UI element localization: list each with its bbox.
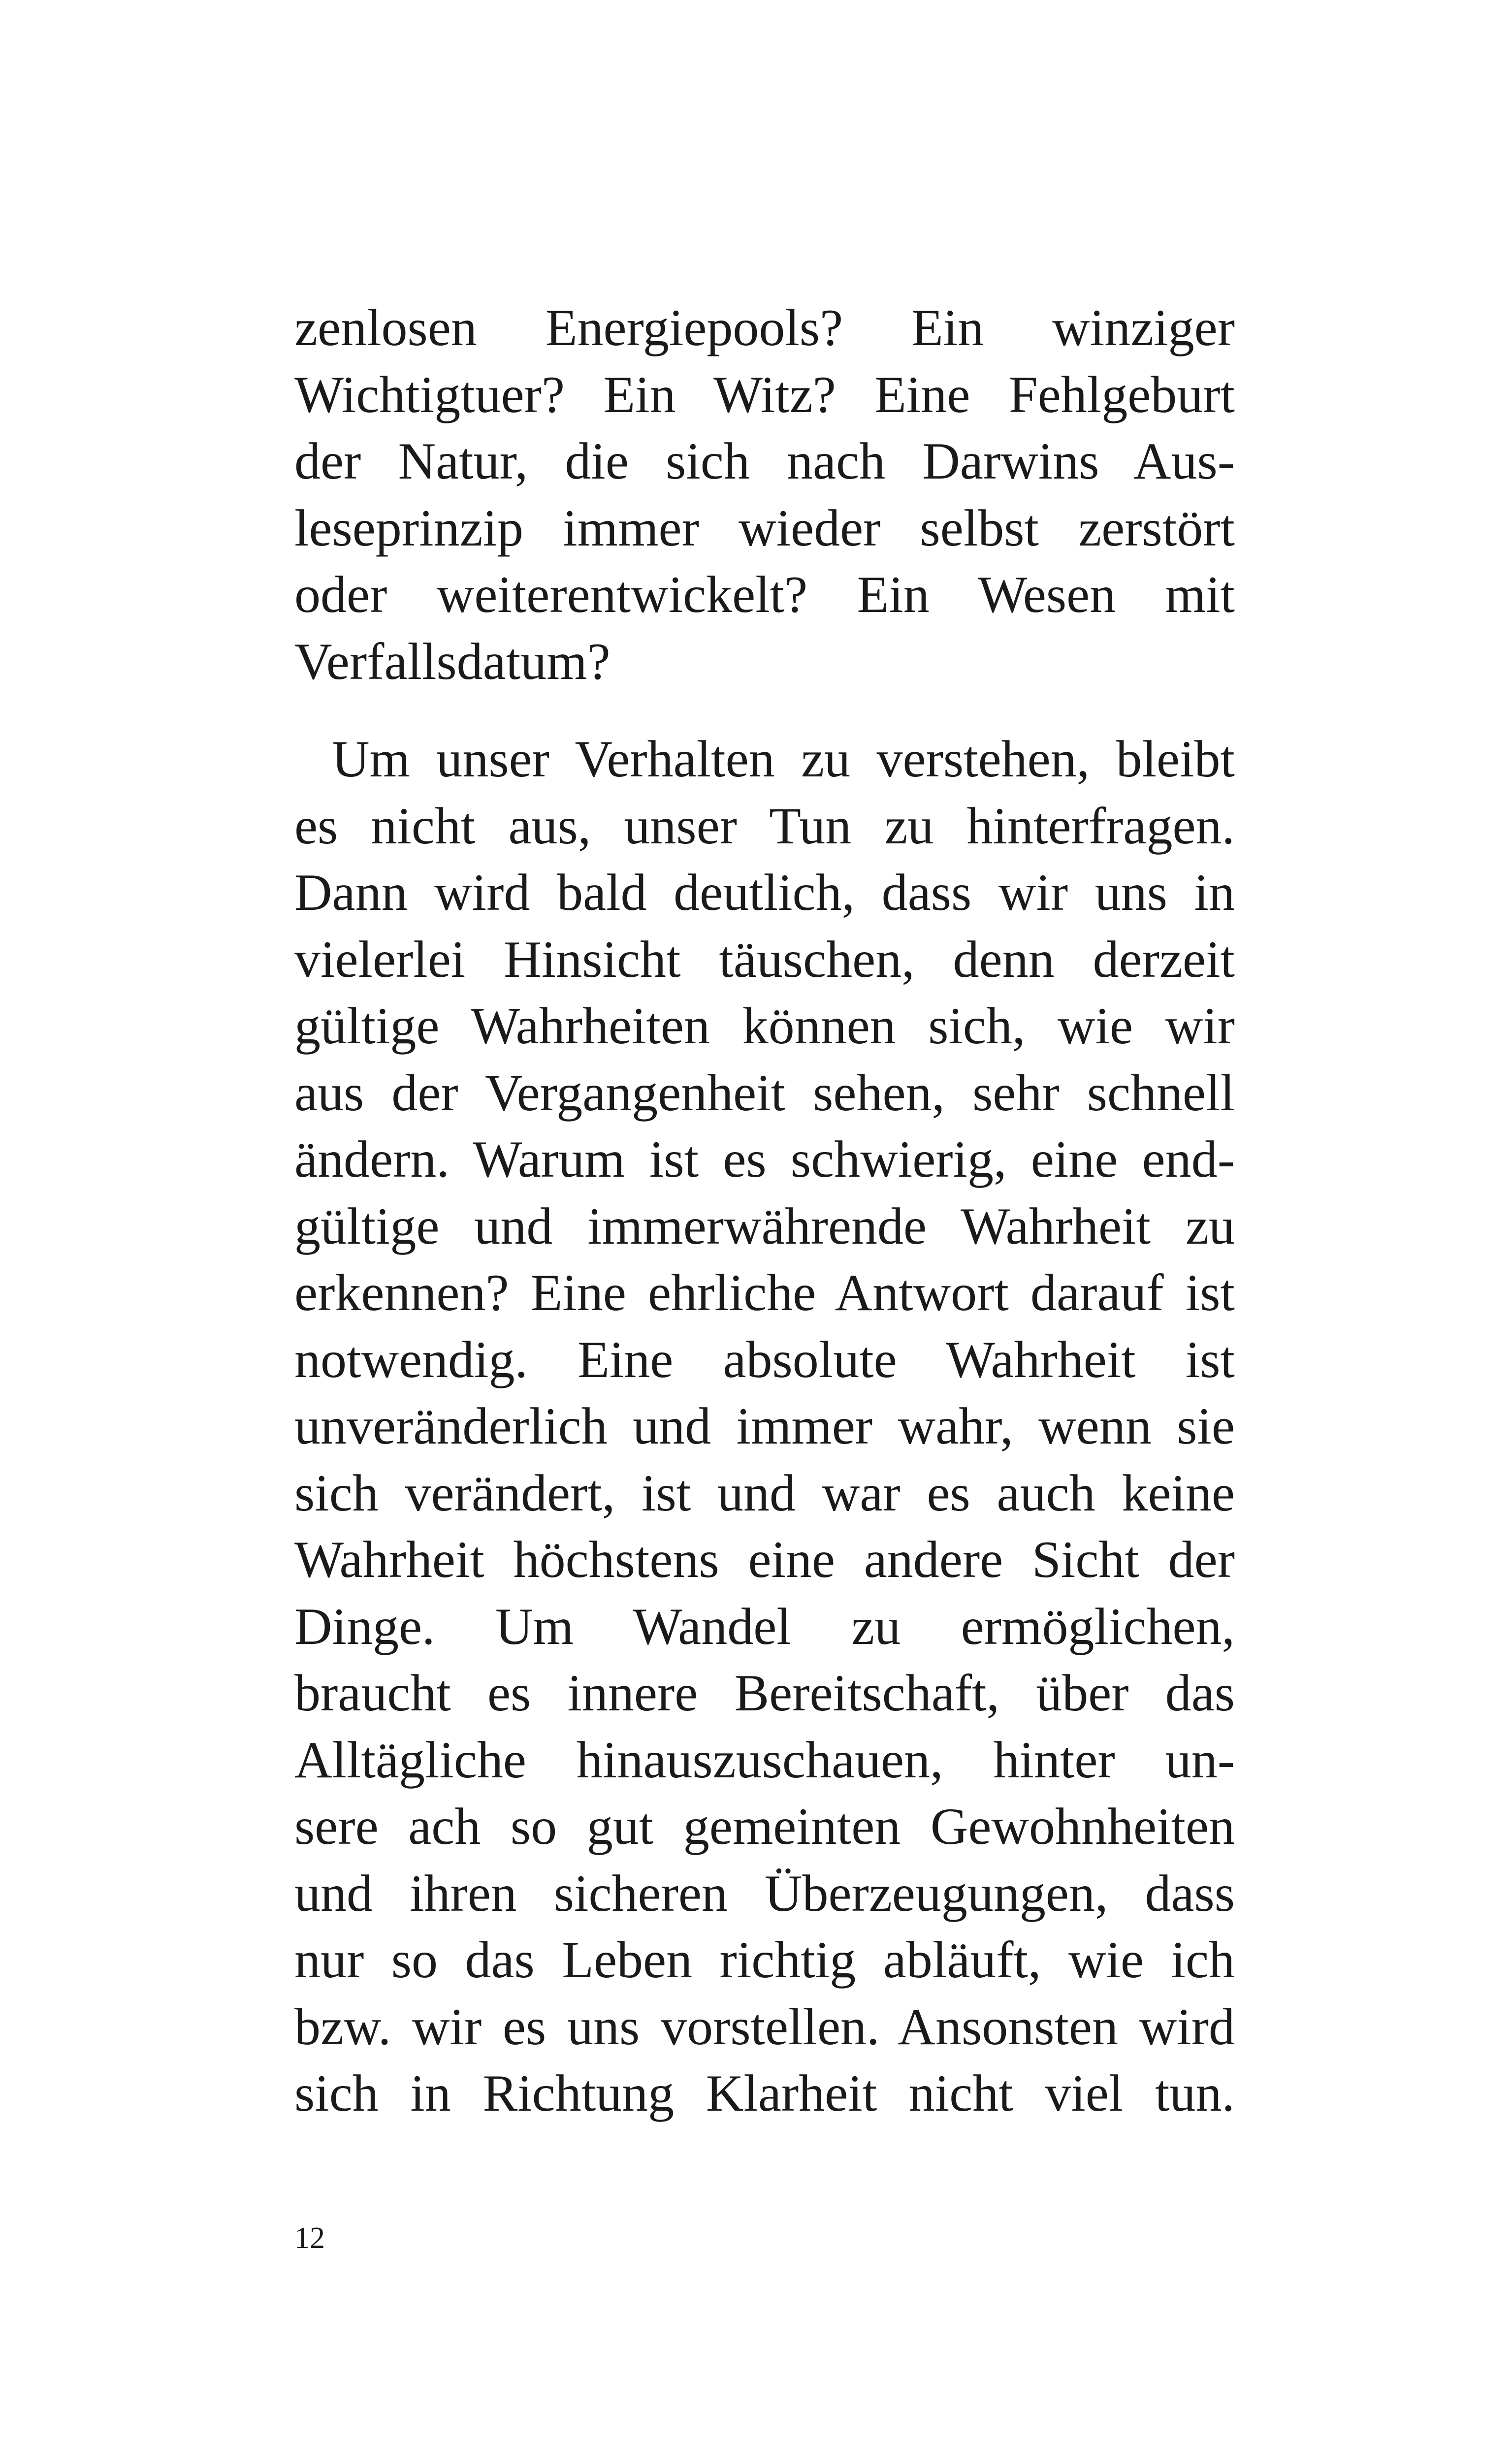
text-line: vielerlei Hinsicht täuschen, denn derzeit	[294, 930, 1235, 988]
text-line: gültige und immerwährende Wahrheit zu	[294, 1197, 1235, 1255]
text-line: oder weiterentwickelt? Ein Wesen mit	[294, 566, 1235, 623]
text-line: unveränderlich und immer wahr, wenn sie	[294, 1397, 1235, 1455]
text-line: Wahrheit höchstens eine andere Sicht der	[294, 1531, 1235, 1588]
text-line: der Natur, die sich nach Darwins Aus-	[294, 432, 1235, 490]
text-line: nur so das Leben richtig abläuft, wie ich	[294, 1931, 1235, 1989]
text-line: braucht es innere Bereitschaft, über das	[294, 1664, 1235, 1722]
text-line: Wichtigtuer? Ein Witz? Eine Fehlgeburt	[294, 365, 1235, 423]
text-line: bzw. wir es uns vorstellen. Ansonsten wird	[294, 1997, 1235, 2056]
text-line: es nicht aus, unser Tun zu hinterfragen.	[294, 797, 1235, 855]
page-number: 12	[294, 2221, 325, 2255]
text-line: Um unser Verhalten zu verstehen, bleibt	[332, 730, 1235, 788]
text-line: ändern. Warum ist es schwierig, eine end-	[294, 1130, 1235, 1188]
text-line: Alltägliche hinauszuschauen, hinter un-	[294, 1731, 1235, 1789]
text-line: erkennen? Eine ehrliche Antwort darauf ist	[294, 1264, 1235, 1321]
paragraph-2	[294, 726, 1235, 2127]
text-line: sich in Richtung Klarheit nicht viel tun.	[294, 2064, 1235, 2122]
text-line: zenlosen Energiepools? Ein winziger	[294, 299, 1235, 356]
text-line: und ihren sicheren Überzeugungen, dass	[294, 1864, 1235, 1922]
text-line: sere ach so gut gemeinten Gewohnheiten	[294, 1798, 1235, 1855]
text-line: aus der Vergangenheit sehen, sehr schnell	[294, 1063, 1235, 1122]
text-line: Dinge. Um Wandel zu ermöglichen,	[294, 1597, 1235, 1655]
text-line: leseprinzip immer wieder selbst zerstört	[294, 499, 1235, 557]
paragraph-1	[294, 294, 1235, 695]
text-line: Dann wird bald deutlich, dass wir uns in	[294, 864, 1235, 921]
text-line: Verfallsdatum?	[294, 632, 611, 690]
text-line: sich verändert, ist und war es auch keine	[294, 1464, 1235, 1522]
text-line: notwendig. Eine absolute Wahrheit ist	[294, 1330, 1235, 1388]
text-line: gültige Wahrheiten können sich, wie wir	[294, 997, 1235, 1055]
